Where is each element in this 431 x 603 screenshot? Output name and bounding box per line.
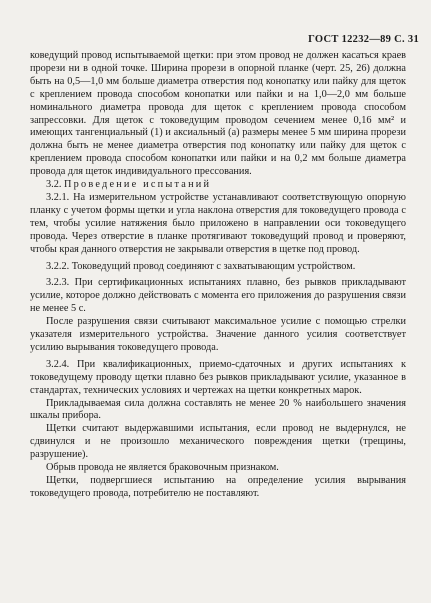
section-heading	[30, 179, 406, 192]
paragraph: После разрушения связи считывают максимальное усилие с помощью стрелки указателя измерительного устройства. Значение данного усилия соответствует усилию вырывания токоведущего провода.	[30, 316, 406, 353]
paragraph: 3.2.3. При сертификационных испытаниях плавно, без рывков прикладывают усилие, которое должно действовать с момента его приложения до разрушения связи не менее 5 с.	[30, 277, 406, 315]
section-number: 3.2.	[46, 179, 62, 191]
paragraph: 3.2.1. На измерительном устройстве устанавливают соответствующую опорную планку с учетом формы щетки и угла наклона отверстия для токоведущего провода с тем, чтобы усилие натяжения было приложено в направлении оси токоведущего провода. Через отверстие в планке протягивают токоведущий провод и проверяют, чтобы края данного отверстия не закрывали отверстия в щетке под провод.	[30, 191, 406, 255]
paragraph: Обрыв провода не является браковочным признаком.	[46, 462, 279, 474]
paragraph: 3.2.4. При квалификационных, приемо-сдаточных и других испытаниях к токоведущему проводу щетки плавно без рывков прикладывают усилие, указанное в стандартах, технических условиях и чертежах на щетки конкретных марок.	[30, 358, 406, 396]
paragraph: Щетки считают выдержавшими испытания, если провод не выдернулся, не сдвинулся и не произошло механического повреждения щетки (трещины, разрушение).	[30, 423, 406, 461]
paragraph: коведущий провод испытываемой щетки: при этом провод не должен касаться краев прорези ни в одной точке. Ширина прорези в опорной планке (черт. 25, 26) должна быть на 0,5—1,0 мм больше диаметра отверстия под конопатку или пайку для щеток с креплением провода способом конопатки или пайки и на 1,0—2,0 мм больше номинального диаметра провода для щеток с креплением провода способом запрессовки. Для щеток с токоведущим проводом сечением менее 0,16 мм² и имеющих тангенциальный (1) и аксиальный (а) размеры менее 5 мм ширина прорези должна быть не менее диаметра отверстия под конопатку или пайку для щеток с креплением провода способом конопатки или пайки и на 0,2 мм больше диаметра провода для щеток индивидуального прессования.	[30, 50, 406, 178]
document-body	[30, 50, 406, 501]
paragraph: Щетки, подвергшиеся испытанию на определение усилия вырывания токоведущего провода, потребителю не поставляют.	[30, 475, 406, 499]
paragraph: 3.2.2. Токоведущий провод соединяют с захватывающим устройством.	[46, 260, 356, 272]
page-header: ГОСТ 12232—89 С. 31	[308, 34, 419, 45]
paragraph: Прикладываемая сила должна составлять не менее 20 % наибольшего значения шкалы прибора.	[30, 397, 406, 422]
section-title: Проведение испытаний	[64, 179, 212, 191]
